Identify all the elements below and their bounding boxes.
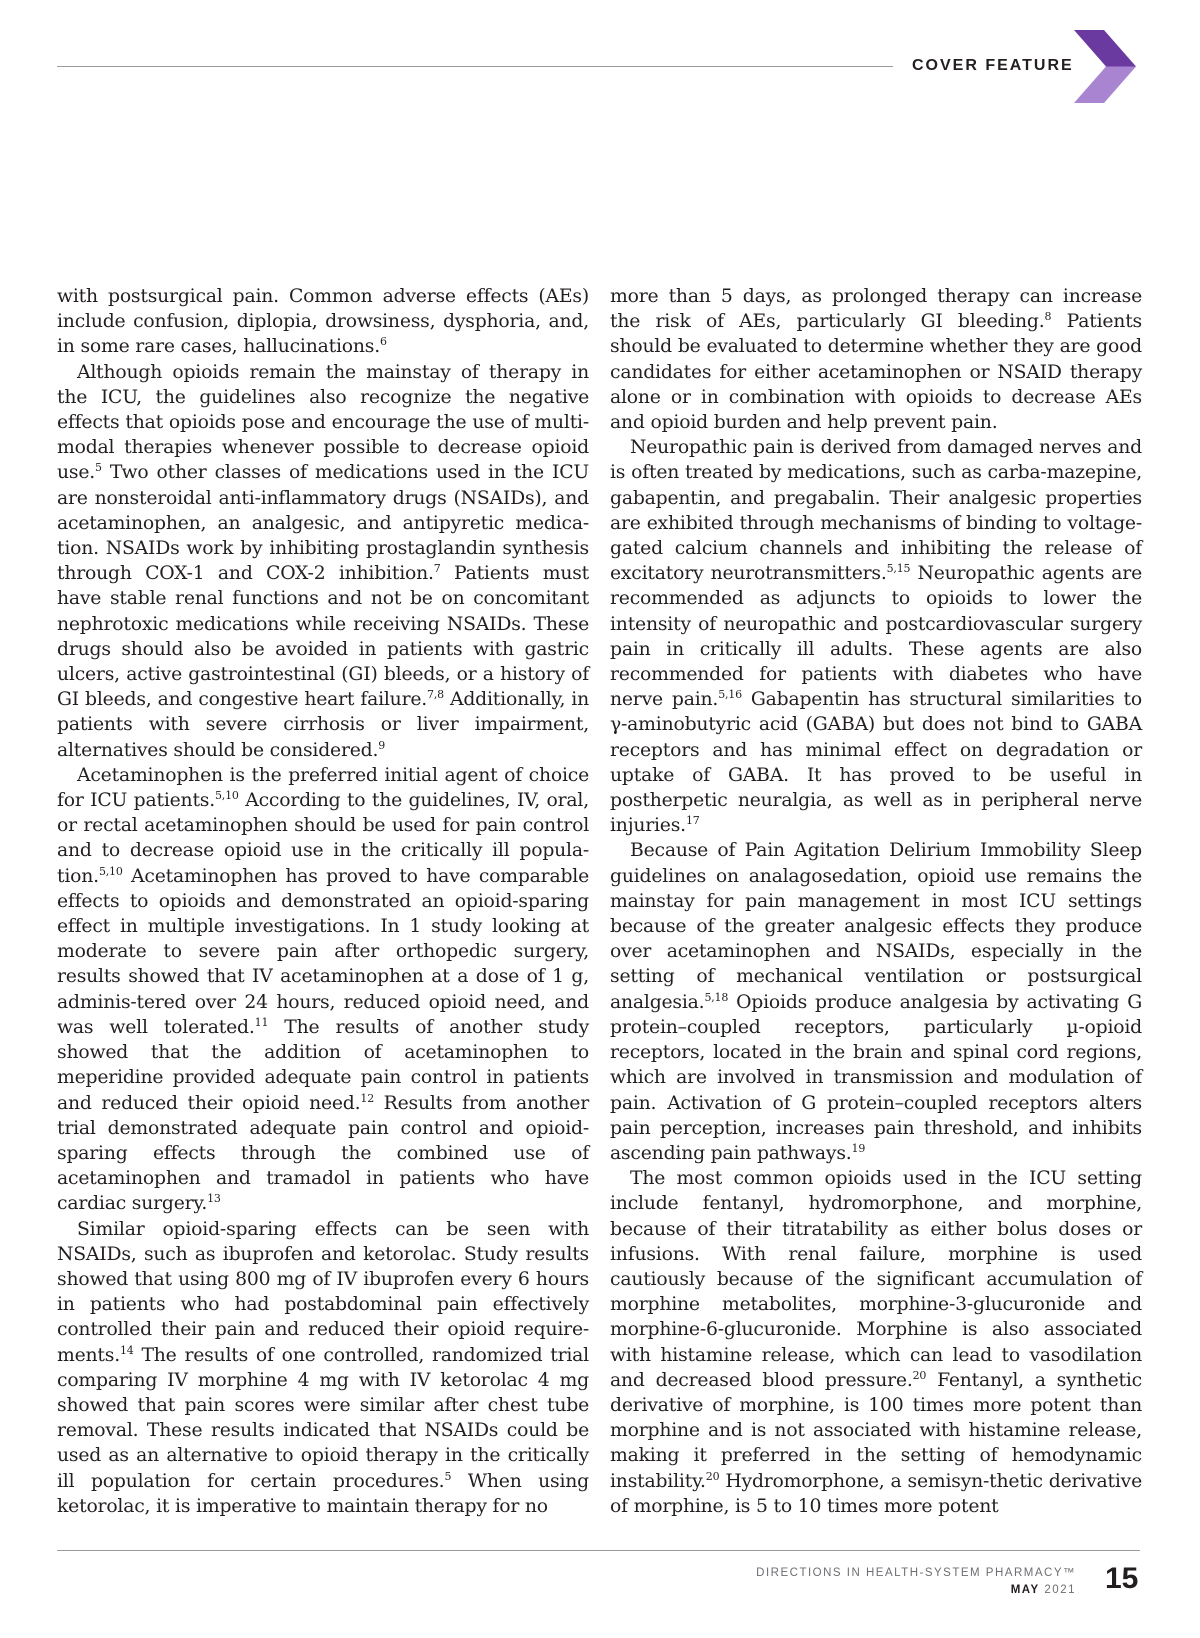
chevron-top	[1074, 30, 1136, 67]
chevron-icon	[1074, 30, 1136, 103]
page-number: 15	[1105, 1562, 1139, 1595]
left-column	[57, 284, 589, 1519]
header-rule	[57, 66, 893, 67]
journal-title: DIRECTIONS IN HEALTH-SYSTEM PHARMACY™	[756, 1567, 1076, 1579]
right-column	[610, 284, 1142, 1519]
issue-year: 2021	[1044, 1584, 1076, 1596]
paragraph: Acetaminophen is the preferred initial agent of choice for ICU patients.$^{5,10}$ According to the guidelines, IV, oral, or rectal acetaminophen should be used for pain control and to decrease opioid use in the critically ill popula-tion.$^{5,10}$ Acetaminophen has proved to have comparable effects to opioids and demonstrated an opioid-sparing effect in multiple investigations. In 1 study looking at moderate to severe pain after orthopedic surgery, results showed that IV acetaminophen at a dose of 1 g, adminis-tered over 24 hours, reduced opioid need, and was well tolerated.$^{11}$ The results of another study showed that the addition of acetaminophen to meperidine provided adequate pain control in patients and reduced their opioid need.$^{12}$ Results from another trial demonstrated adequate pain control and opioid-sparing effects through the combined use of acetaminophen and tramadol in patients who have cardiac surgery.$^{13}$	[57, 764, 589, 1215]
paragraph: Similar opioid-sparing effects can be seen with NSAIDs, such as ibuprofen and ketorolac. Study results showed that using 800 mg of IV ibuprofen every 6 hours in patients who had postabdominal pain effectively controlled their pain and reduced their opioid require-ments.$^{14}$ The results of one controlled, randomized trial comparing IV morphine 4 mg with IV ketorolac 4 mg showed that pain scores were similar after chest tube removal. These results indicated that NSAIDs could be used as an alternative to opioid therapy in the critically ill population for certain procedures.$^5$ When using ketorolac, it is imperative to maintain therapy for no	[57, 1218, 589, 1517]
section-label: COVER FEATURE	[912, 57, 1074, 74]
paragraph: more than 5 days, as prolonged therapy can increase the risk of AEs, particularly GI bleeding.$^8$ Patients should be evaluated to determine whether they are good candidates for either acetaminophen or NSAID therapy alone or in combination with opioids to decrease AEs and opioid burden and help prevent pain.	[610, 286, 1142, 434]
issue-date	[1011, 1584, 1076, 1596]
chevron-bottom	[1074, 67, 1136, 104]
paragraph: Because of Pain Agitation Delirium Immobility Sleep guidelines on analagosedation, opioid use remains the mainstay for pain management in most ICU settings because of the greater analgesic effects they produce over acetaminophen and NSAIDs, especially in the setting of mechanical ventilation or postsurgical analgesia.$^{5,18}$ Opioids produce analgesia by activating G protein–coupled receptors, particularly µ-opioid receptors, located in the brain and spinal cord regions, which are involved in transmission and modulation of pain. Activation of G protein–coupled receptors alters pain perception, increases pain threshold, and inhibits ascending pain pathways.$^{19}$	[610, 840, 1142, 1164]
footer-rule	[57, 1550, 1140, 1551]
paragraph: Although opioids remain the mainstay of therapy in the ICU, the guidelines also recognize the negative effects that opioids pose and encourage the use of multi-modal therapies whenever possible to decrease opioid use.$^5$ Two other classes of medications used in the ICU are nonsteroidal anti-inflammatory drugs (NSAIDs), and acetaminophen, an analgesic, and antipyretic medica-tion. NSAIDs work by inhibiting prostaglandin synthesis through COX-1 and COX-2 inhibition.$^7$ Patients must have stable renal functions and not be on concomitant nephrotoxic medications while receiving NSAIDs. These drugs should also be avoided in patients with gastric ulcers, active gastrointestinal (GI) bleeds, or a history of GI bleeds, and congestive heart failure.$^{7,8}$ Additionally, in patients with severe cirrhosis or liver impairment, alternatives should be considered.$^9$	[57, 361, 589, 761]
paragraph: The most common opioids used in the ICU setting include fentanyl, hydromorphone, and morphine, because of their titratability as either bolus doses or infusions. With renal failure, morphine is used cautiously because of the significant accumulation of morphine metabolites, morphine-3-glucuronide and morphine-6-glucuronide. Morphine is also associated with histamine release, which can lead to vasodilation and decreased blood pressure.$^{20}$ Fentanyl, a synthetic derivative of morphine, is 100 times more potent than morphine and is not associated with histamine release, making it preferred in the setting of hemodynamic instability.$^{20}$ Hydromorphone, a semisyn-thetic derivative of morphine, is 5 to 10 times more potent	[610, 1168, 1142, 1517]
paragraph: with postsurgical pain. Common adverse effects (AEs) include confusion, diplopia, drowsiness, dysphoria, and, in some rare cases, hallucinations.$^6$	[57, 286, 589, 358]
issue-month: MAY	[1010, 1584, 1040, 1596]
paragraph: Neuropathic pain is derived from damaged nerves and is often treated by medications, such as carba-mazepine, gabapentin, and pregabalin. Their analgesic properties are exhibited through mechanisms of binding to voltage-gated calcium channels and inhibiting the release of excitatory neurotransmitters.$^{5,15}$ Neuropathic agents are recommended as adjuncts to opioids to lower the intensity of neuropathic and postcardiovascular surgery pain in critically ill adults. These agents are also recommended for patients with diabetes who have nerve pain.$^{5,16}$ Gabapentin has structural similarities to γ-aminobutyric acid (GABA) but does not bind to GABA receptors and has minimal effect on degradation or uptake of GABA. It has proved to be useful in postherpetic neuralgia, as well as in peripheral nerve injuries.$^{17}$	[610, 437, 1142, 837]
